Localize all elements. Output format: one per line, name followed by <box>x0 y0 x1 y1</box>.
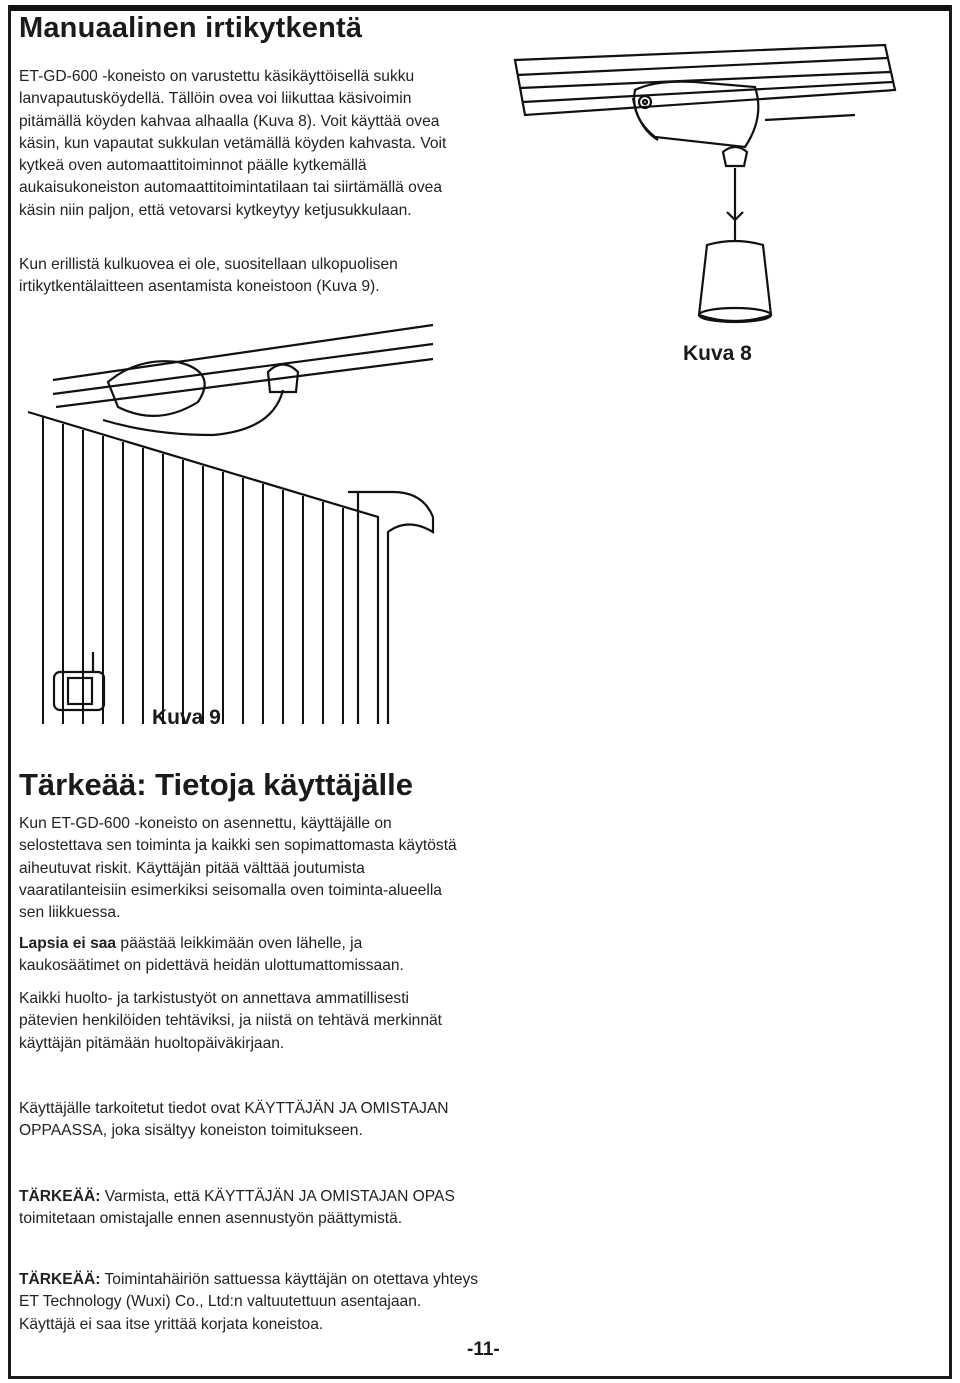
note-1: Käyttäjälle tarkoitetut tiedot ovat KÄYTTÄJÄN JA OMISTAJAN OPPAASSA, joka sisältyy koneiston toimitukseen. <box>19 1100 449 1140</box>
important-paragraph-1: Kun ET-GD-600 -koneisto on asennettu, käyttäjälle on selostettava sen toiminta ja kaikki sen sopimattomasta käytöstä aiheutuvat riskit. Käyttäjän pitää välttää joutumista vaaratilanteisiin esimerkiksi seisomalla oven toiminta-alueella sen liikkuessa. <box>19 815 457 922</box>
children-warning: Lapsia ei saa <box>19 935 117 952</box>
important-heading: Tärkeää: Tietoja käyttäjälle <box>19 767 414 802</box>
important-paragraph-2 <box>19 933 459 978</box>
note-2-text: Varmista, että KÄYTTÄJÄN JA OMISTAJAN OPAS toimitetaan omistajalle ennen asennustyön päättymistä. <box>19 1188 455 1228</box>
note-2-label: TÄRKEÄÄ: <box>19 1188 101 1205</box>
top-bar <box>10 5 950 11</box>
note-3-text: Toimintahäiriön sattuessa käyttäjän on otettava yhteys ET Technology (Wuxi) Co., Ltd:n valtuutettuun asentajaan. Käyttäjä ei saa itse yrittää korjata koneistoa. <box>19 1271 479 1333</box>
note-2 <box>19 1186 479 1231</box>
page-title: Manuaalinen irtikytkentä <box>19 12 363 44</box>
figure-8-illustration <box>505 20 905 340</box>
children-warning-rest: päästää leikkimään oven lähelle, ja kaukosäätimet on pidettävä heidän ulottumattomissaan. <box>19 935 404 975</box>
figure-9-illustration <box>18 312 438 724</box>
note-3 <box>19 1269 479 1336</box>
intro-paragraph-1: ET-GD-600 -koneisto on varustettu käsikäyttöisellä sukku lanvapautusköydellä. Tällöin ovea voi liikuttaa käsivoimin pitämällä köyden kahvaa alhaalla (Kuva 8). Voit käyttää ovea käsin, kun vapautat sukkulan vetämällä köyden kahvasta. Voit kytkeä oven automaattitoiminnot päälle kytkemällä aukaisukoneiston automaattitoimintatilaan tai siirtämällä ovea käsin niin paljon, että vetovarsi kytkeytyy ketjusukkulaan. <box>19 68 447 219</box>
important-paragraph-3: Kaikki huolto- ja tarkistustyöt on annettava ammatillisesti pätevien henkilöiden tehtäviksi, ja niistä on tehtävä merkinnät käyttäjän pitämään huoltopäiväkirjaan. <box>19 990 443 1052</box>
page-number: -11- <box>467 1339 500 1360</box>
figure-8-caption: Kuva 8 <box>683 342 752 365</box>
figure-9-caption: Kuva 9 <box>152 706 221 729</box>
note-3-label: TÄRKEÄÄ: <box>19 1271 101 1288</box>
intro-paragraph-2: Kun erillistä kulkuovea ei ole, suositellaan ulkopuolisen irtikytkentälaitteen asentamista koneistoon (Kuva 9). <box>19 256 398 296</box>
